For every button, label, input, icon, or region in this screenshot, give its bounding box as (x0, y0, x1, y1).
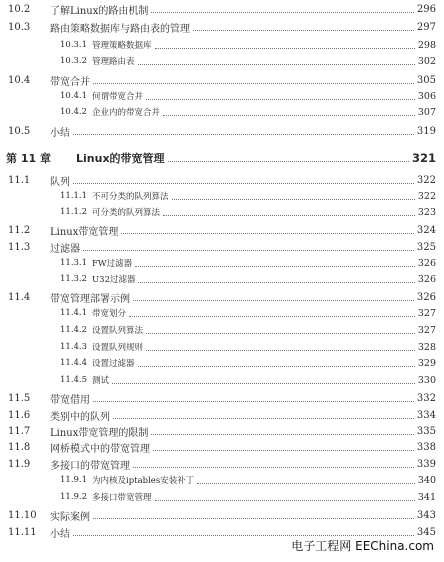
toc-entry-title: 何谓带宽合并 (92, 92, 144, 102)
toc-entry-page: 339 (416, 458, 436, 470)
toc-entry[interactable] (0, 239, 444, 255)
toc-entry-title: 带宽管理部署示例 (50, 293, 130, 305)
toc-entry-page: 340 (417, 474, 436, 486)
chapter-heading[interactable] (0, 148, 444, 168)
toc-entry-title: 带宽借用 (50, 394, 90, 406)
dot-leader (73, 535, 414, 536)
dot-leader (93, 518, 414, 519)
toc-entry-page: 322 (417, 190, 436, 202)
toc-entry-number: 11.4.4 (60, 358, 88, 368)
toc-entry-title: 类别中的队列 (50, 411, 110, 423)
toc-entry-title: Linux带宽管理 (50, 226, 119, 238)
toc-entry[interactable] (0, 322, 444, 338)
toc-entry-number: 11.1.1 (60, 191, 88, 201)
toc-entry-title: 为内核及iptables安装补丁 (92, 476, 195, 486)
toc-entry-title: 带宽划分 (92, 309, 127, 319)
toc-entry[interactable] (0, 204, 444, 220)
toc-entry-number: 11.3 (8, 241, 31, 253)
toc-entry-title: Linux带宽管理的限制 (50, 427, 149, 439)
toc-entry-page: 341 (417, 491, 436, 503)
dot-leader (155, 500, 415, 501)
dot-leader (193, 30, 414, 31)
toc-entry-page: 326 (416, 291, 436, 303)
toc-entry-page: 302 (417, 55, 436, 67)
toc-entry-title: 多接口带宽管理 (92, 493, 152, 503)
toc-entry-number: 10.4.1 (60, 91, 88, 101)
dot-leader (168, 161, 409, 162)
toc-entry-page: 322 (416, 174, 436, 186)
toc-entry[interactable] (0, 489, 444, 505)
dot-leader (151, 12, 414, 13)
dot-leader (146, 350, 415, 351)
toc-entry-number: 10.3.1 (60, 40, 88, 50)
toc-entry-page: 298 (417, 39, 436, 51)
toc-entry[interactable] (0, 355, 444, 371)
toc-entry-title: 队列 (50, 176, 70, 188)
toc-entry-number: 11.6 (8, 409, 31, 421)
dot-leader (155, 48, 415, 49)
dot-leader (138, 64, 415, 65)
toc-entry-page: 319 (416, 125, 436, 137)
toc-entry-page: 324 (416, 224, 436, 236)
toc-entry-page: 297 (416, 21, 436, 33)
toc-entry-title: 企业内的带宽合并 (92, 108, 161, 118)
toc-entry-number: 11.5 (8, 392, 31, 404)
toc-entry[interactable] (0, 188, 444, 204)
toc-entry-title: 测试 (92, 376, 110, 386)
toc-entry-title: 路由策略数据库与路由表的管理 (50, 23, 190, 35)
dot-leader (113, 418, 414, 419)
toc-entry[interactable] (0, 439, 444, 455)
toc-entry-title: 不可分类的队列算法 (92, 192, 169, 202)
toc-entry-page: 296 (416, 3, 436, 15)
toc-entry[interactable] (0, 172, 444, 188)
toc-entry-page: 338 (416, 441, 436, 453)
toc-entry[interactable] (0, 507, 444, 523)
toc-entry-number: 11.3.1 (60, 258, 88, 268)
toc-entry[interactable] (0, 305, 444, 321)
dot-leader (121, 233, 414, 234)
dot-leader (146, 99, 415, 100)
toc-entry-page: 345 (416, 526, 436, 538)
toc-entry-title: 管理策略数据库 (92, 41, 152, 51)
dot-leader (197, 483, 415, 484)
toc-entry-page: 323 (417, 206, 436, 218)
toc-entry-title: 多接口的带宽管理 (50, 460, 130, 472)
toc-entry-number: 11.9.1 (60, 475, 88, 485)
toc-entry[interactable] (0, 423, 444, 439)
toc-entry-title: U32过滤器 (92, 275, 136, 285)
toc-entry-number: 11.10 (8, 509, 37, 521)
dot-leader (138, 282, 414, 283)
chapter-page: 321 (411, 151, 436, 165)
toc-entry-number: 10.3 (8, 21, 31, 33)
toc-entry[interactable] (0, 472, 444, 488)
toc-entry[interactable] (0, 407, 444, 423)
dot-leader (93, 401, 414, 402)
toc-entry-number: 11.1.2 (60, 207, 88, 217)
dot-leader (163, 115, 415, 116)
dot-leader (133, 300, 414, 301)
toc-entry-number: 11.9.2 (60, 492, 88, 502)
toc-entry[interactable] (0, 456, 444, 472)
toc-entry-title: 小结 (50, 528, 70, 540)
toc-entry[interactable] (0, 222, 444, 238)
toc-entry[interactable] (0, 339, 444, 355)
toc-entry-page: 306 (417, 90, 436, 102)
toc-entry-title: 设置队列规则 (92, 343, 144, 353)
toc-entry-title: 过滤器 (50, 243, 80, 255)
toc-entry-page: 335 (416, 425, 436, 437)
toc-entry-number: 11.2 (8, 224, 31, 236)
dot-leader (133, 467, 414, 468)
dot-leader (163, 215, 415, 216)
toc-entry[interactable] (0, 53, 444, 69)
toc-entry[interactable] (0, 1, 444, 17)
dot-leader (135, 266, 415, 267)
toc-entry-page: 307 (417, 106, 436, 118)
toc-entry-title: 设置队列算法 (92, 326, 144, 336)
toc-entry-page: 305 (416, 74, 436, 86)
toc-entry-page: 327 (417, 307, 436, 319)
toc-entry[interactable] (0, 390, 444, 406)
dot-leader (129, 316, 415, 317)
toc-entry-page: 329 (417, 357, 436, 369)
toc-entry-number: 11.4 (8, 291, 31, 303)
toc-entry-page: 330 (417, 374, 436, 386)
toc-entry-title: 带宽合并 (50, 76, 90, 88)
toc-entry-number: 11.9 (8, 458, 31, 470)
toc-entry-number: 11.8 (8, 441, 31, 453)
dot-leader (153, 450, 414, 451)
dot-leader (146, 333, 415, 334)
toc-entry-number: 10.4 (8, 74, 31, 86)
toc-entry-title: 网桥模式中的带宽管理 (50, 443, 150, 455)
dot-leader (138, 366, 415, 367)
toc-entry-title: 了解Linux的路由机制 (50, 5, 149, 17)
dot-leader (172, 199, 415, 200)
toc-entry-number: 11.4.2 (60, 325, 88, 335)
chapter-title: Linux的带宽管理 (76, 152, 165, 165)
toc-entry-page: 327 (417, 324, 436, 336)
toc-entry[interactable] (0, 104, 444, 120)
toc-entry[interactable] (0, 37, 444, 53)
toc-entry-page: 326 (417, 257, 436, 269)
toc-entry-page: 328 (417, 341, 436, 353)
toc-entry-title: 设置过滤器 (92, 359, 135, 369)
toc-entry-title: 可分类的队列算法 (92, 208, 161, 218)
toc-entry-number: 11.11 (8, 526, 37, 538)
toc-entry-title: FW过滤器 (92, 259, 133, 269)
dot-leader (73, 134, 414, 135)
toc-entry-number: 10.3.2 (60, 56, 88, 66)
toc-entry-page: 334 (416, 409, 436, 421)
toc-entry[interactable] (0, 289, 444, 305)
toc-entry-number: 11.1 (8, 174, 31, 186)
toc-entry[interactable] (0, 19, 444, 35)
toc-entry-number: 11.4.1 (60, 308, 88, 318)
toc-entry-number: 11.7 (8, 425, 31, 437)
toc-entry-title: 管理路由表 (92, 57, 135, 67)
watermark: 电子工程网 EEChina.com (291, 539, 434, 553)
toc-entry-number: 11.4.3 (60, 342, 88, 352)
toc-entry-number: 10.5 (8, 125, 31, 137)
dot-leader (73, 183, 414, 184)
toc-entry-page: 332 (416, 392, 436, 404)
toc-entry-page: 325 (416, 241, 436, 253)
dot-leader (151, 434, 414, 435)
toc-entry[interactable] (0, 271, 444, 287)
toc-entry[interactable] (0, 372, 444, 388)
toc-entry-title: 实际案例 (50, 511, 90, 523)
chapter-number: 第 11 章 (6, 152, 51, 165)
toc-entry-page: 343 (416, 509, 436, 521)
dot-leader (83, 250, 414, 251)
toc-entry-number: 10.4.2 (60, 107, 88, 117)
dot-leader (112, 383, 415, 384)
toc-entry-number: 11.4.5 (60, 375, 88, 385)
toc-entry-page: 326 (417, 273, 436, 285)
toc-entry[interactable] (0, 123, 444, 139)
toc-entry-number: 10.2 (8, 3, 31, 15)
toc-entry-title: 小结 (50, 127, 70, 139)
toc-entry[interactable] (0, 255, 444, 271)
toc-entry-number: 11.3.2 (60, 274, 88, 284)
dot-leader (93, 83, 414, 84)
toc-entry[interactable] (0, 72, 444, 88)
toc-entry[interactable] (0, 88, 444, 104)
